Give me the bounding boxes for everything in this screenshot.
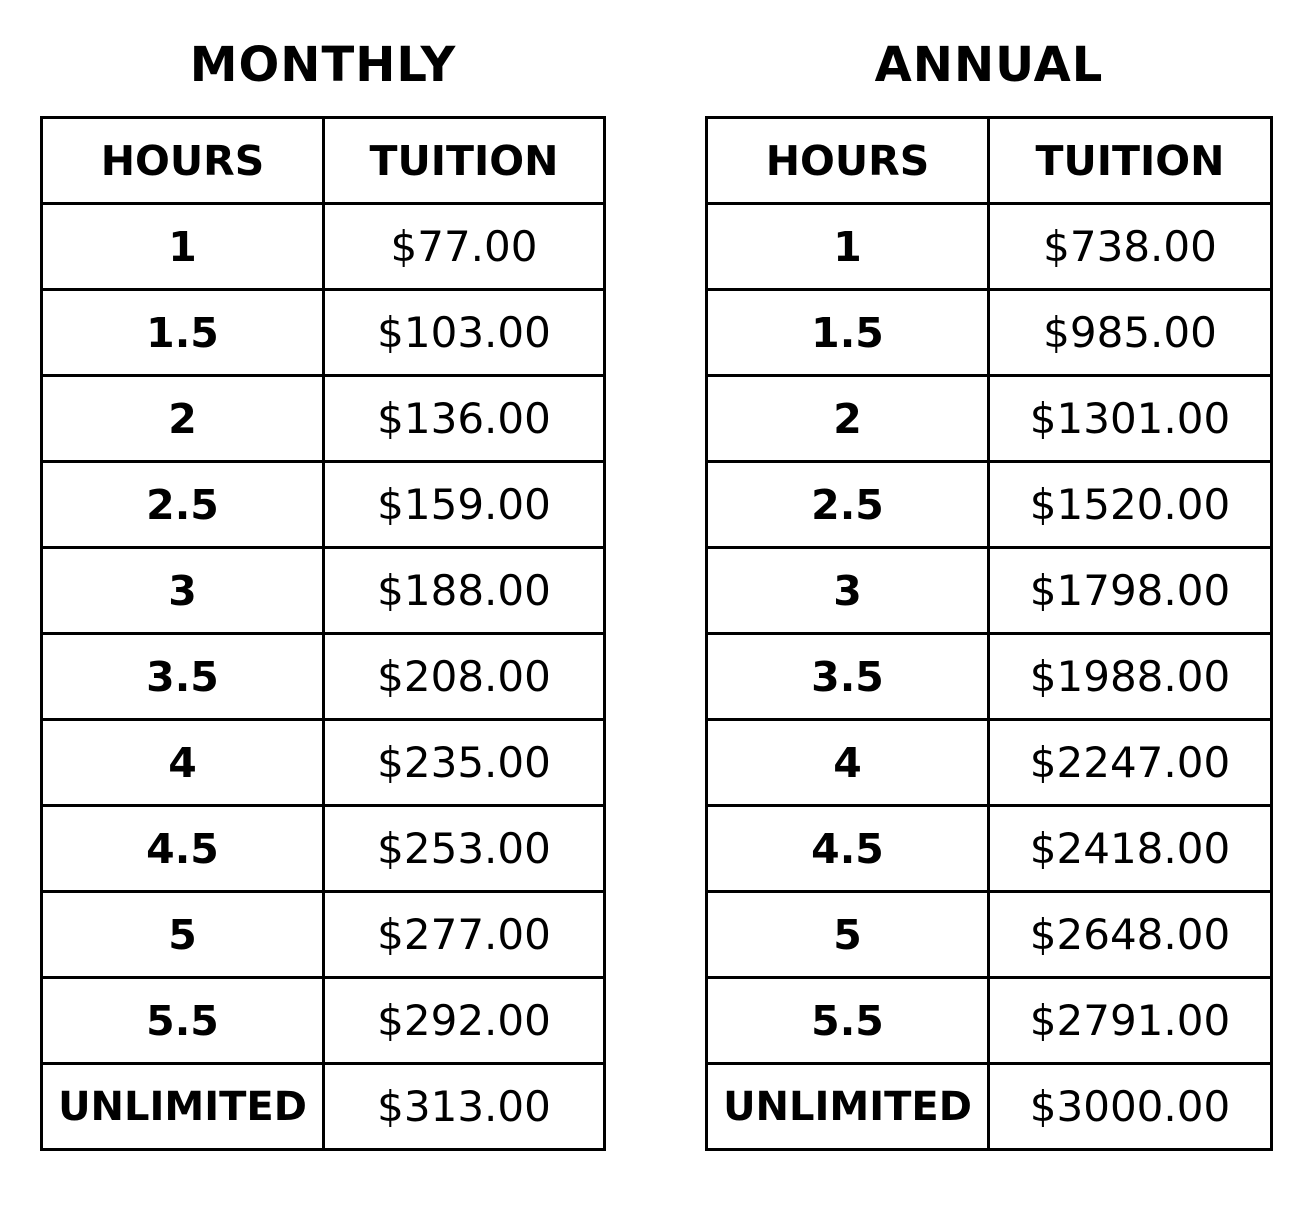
tuition-cell: $159.00 xyxy=(324,462,605,548)
hours-column-header: HOURS xyxy=(42,118,324,204)
hours-cell: 1.5 xyxy=(42,290,324,376)
hours-cell: 5.5 xyxy=(707,978,989,1064)
table-row xyxy=(707,204,1272,290)
hours-cell: 5 xyxy=(707,892,989,978)
table-row xyxy=(707,892,1272,978)
table-row xyxy=(42,634,605,720)
tuition-cell: $985.00 xyxy=(989,290,1272,376)
hours-cell: 2 xyxy=(707,376,989,462)
hours-cell: 2.5 xyxy=(42,462,324,548)
annual-panel xyxy=(705,0,1273,1151)
tuition-cell: $2418.00 xyxy=(989,806,1272,892)
table-row xyxy=(707,978,1272,1064)
table-row xyxy=(42,290,605,376)
tuition-cell: $1301.00 xyxy=(989,376,1272,462)
hours-cell: 3.5 xyxy=(707,634,989,720)
tuition-cell: $103.00 xyxy=(324,290,605,376)
tuition-cell: $3000.00 xyxy=(989,1064,1272,1150)
tuition-cell: $738.00 xyxy=(989,204,1272,290)
monthly-table-body xyxy=(42,204,605,1150)
hours-column-header: HOURS xyxy=(707,118,989,204)
hours-cell: 3.5 xyxy=(42,634,324,720)
table-row xyxy=(707,1064,1272,1150)
tuition-cell: $2648.00 xyxy=(989,892,1272,978)
table-row xyxy=(707,720,1272,806)
annual-table-body xyxy=(707,204,1272,1150)
hours-cell: UNLIMITED xyxy=(42,1064,324,1150)
hours-cell: 3 xyxy=(707,548,989,634)
table-row xyxy=(707,548,1272,634)
tuition-cell: $208.00 xyxy=(324,634,605,720)
table-row xyxy=(707,806,1272,892)
hours-cell: 4.5 xyxy=(707,806,989,892)
hours-cell: 2 xyxy=(42,376,324,462)
hours-cell: 2.5 xyxy=(707,462,989,548)
table-row xyxy=(42,892,605,978)
tuition-cell: $292.00 xyxy=(324,978,605,1064)
table-row xyxy=(42,376,605,462)
table-row xyxy=(707,376,1272,462)
monthly-panel xyxy=(40,0,606,1151)
table-row xyxy=(707,462,1272,548)
table-row xyxy=(42,978,605,1064)
hours-cell: 5 xyxy=(42,892,324,978)
tuition-cell: $313.00 xyxy=(324,1064,605,1150)
annual-tuition-table xyxy=(705,116,1273,1151)
table-row xyxy=(707,290,1272,376)
hours-cell: 1.5 xyxy=(707,290,989,376)
tuition-cell: $1520.00 xyxy=(989,462,1272,548)
table-header-row xyxy=(707,118,1272,204)
tuition-cell: $1798.00 xyxy=(989,548,1272,634)
hours-cell: 5.5 xyxy=(42,978,324,1064)
tuition-cell: $277.00 xyxy=(324,892,605,978)
tuition-column-header: TUITION xyxy=(324,118,605,204)
tuition-cell: $2791.00 xyxy=(989,978,1272,1064)
tuition-cell: $2247.00 xyxy=(989,720,1272,806)
hours-cell: 4 xyxy=(707,720,989,806)
table-header-row xyxy=(42,118,605,204)
hours-cell: 1 xyxy=(42,204,324,290)
tuition-cell: $136.00 xyxy=(324,376,605,462)
table-row xyxy=(42,462,605,548)
hours-cell: 1 xyxy=(707,204,989,290)
annual-title: ANNUAL xyxy=(874,37,1104,93)
tuition-cell: $77.00 xyxy=(324,204,605,290)
hours-cell: 3 xyxy=(42,548,324,634)
table-row xyxy=(42,204,605,290)
table-row xyxy=(42,548,605,634)
tuition-cell: $188.00 xyxy=(324,548,605,634)
tuition-column-header: TUITION xyxy=(989,118,1272,204)
table-row xyxy=(42,806,605,892)
table-row xyxy=(42,1064,605,1150)
hours-cell: 4.5 xyxy=(42,806,324,892)
table-row xyxy=(707,634,1272,720)
monthly-title: MONTHLY xyxy=(189,37,457,93)
hours-cell: UNLIMITED xyxy=(707,1064,989,1150)
table-row xyxy=(42,720,605,806)
monthly-tuition-table xyxy=(40,116,606,1151)
hours-cell: 4 xyxy=(42,720,324,806)
tuition-cell: $235.00 xyxy=(324,720,605,806)
tuition-cell: $253.00 xyxy=(324,806,605,892)
tuition-cell: $1988.00 xyxy=(989,634,1272,720)
